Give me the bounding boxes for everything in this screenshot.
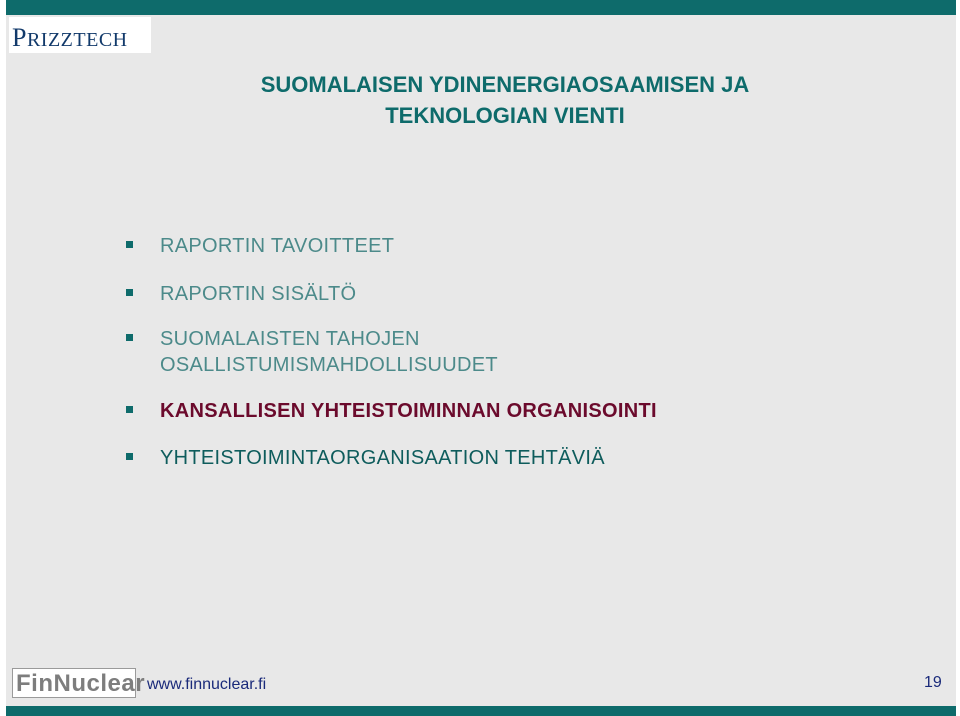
agenda-item-tahojen-cont: OSALLISTUMISMAHDOLLISUUDET bbox=[160, 354, 498, 376]
finnuclear-logo-text: FinNuclear bbox=[16, 670, 146, 697]
bullet-icon bbox=[126, 453, 133, 460]
logo-suffix: TECH bbox=[73, 29, 128, 51]
agenda-item-tehtavia: YHTEISTOIMINTAORGANISAATION TEHTÄVIÄ bbox=[160, 447, 605, 469]
bullet-icon bbox=[126, 334, 133, 341]
logo-initial: P bbox=[12, 23, 27, 52]
logo-rest: RIZZ bbox=[26, 29, 74, 51]
bullet-icon bbox=[126, 406, 133, 413]
finnuclear-logo bbox=[12, 668, 146, 698]
page-number: 19 bbox=[924, 674, 942, 691]
slide-title-line2: TEKNOLOGIAN VIENTI bbox=[385, 103, 625, 128]
top-bar bbox=[6, 0, 956, 15]
agenda-item-tavoitteet: RAPORTIN TAVOITTEET bbox=[160, 235, 395, 257]
slide-title-line1: SUOMALAISEN YDINENERGIAOSAAMISEN JA bbox=[260, 72, 750, 97]
bullet-icon bbox=[126, 241, 133, 248]
footer-url: www.finnuclear.fi bbox=[147, 676, 267, 693]
bottom-bar bbox=[6, 706, 956, 716]
bullet-icon bbox=[126, 289, 133, 296]
agenda-item-sisalto: RAPORTIN SISÄLTÖ bbox=[160, 283, 357, 305]
prizztech-logo bbox=[9, 17, 151, 53]
agenda-item-tahojen: SUOMALAISTEN TAHOJEN bbox=[160, 328, 420, 350]
agenda-item-organisointi: KANSALLISEN YHTEISTOIMINNAN ORGANISOINTI bbox=[160, 400, 657, 422]
